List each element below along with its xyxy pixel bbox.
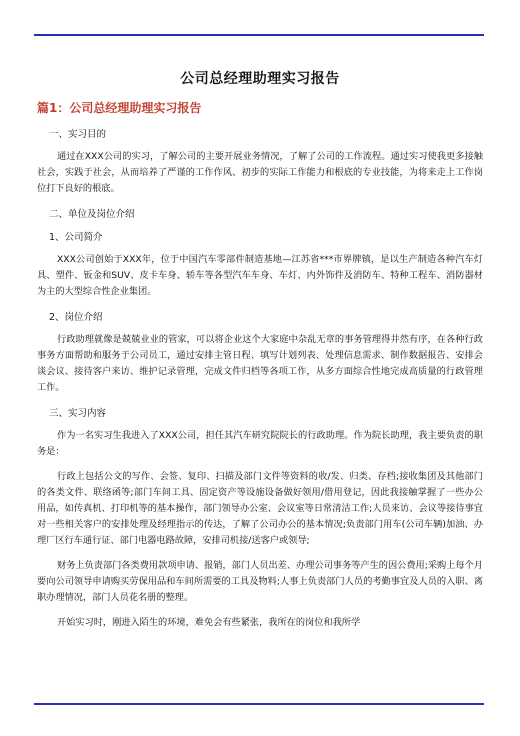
paragraph-company: XXX公司创始于XXX年，位于中国汽车零部件制造基地—江苏省***市界牌镇，是以生产制造各种汽车灯具、塑件、钣金和SUV、皮卡车身、轿车等各型汽车车身、车灯、内外饰件及消防车、特种工程车、消防器材为主的大型综合性企业集团。	[37, 254, 483, 297]
document-title: 公司总经理助理实习报告	[180, 71, 340, 87]
section-heading-content: 三、实习内容	[49, 408, 107, 419]
top-rule	[34, 34, 484, 36]
paragraph-position: 行政助理就像是兢兢业业的管家，可以将企业这个大家庭中杂乱无章的事务管理得井然有序，在各种行政事务方面帮助和服务于公司员工，通过安排主管日程、填写计划列表、处理信息需求、制作数据报告、安排会谈会议、接待客户来访、维护记录管理，完成文件归档等各项工作，从多方面综合性地完成高质量的行政管理工作。	[37, 334, 483, 393]
paragraph-purpose: 通过在XXX公司的实习，了解公司的主要开展业务情况，了解了公司的工作流程。通过实习使我更多接触社会，实践于社会，从而培养了严谨的工作作风、初步的实际工作能力和根底的专业技能，为将来走上工作岗位打下良好的根底。	[37, 151, 483, 194]
section-heading-unit: 二、单位及岗位介绍	[49, 209, 135, 220]
document-body	[37, 60, 483, 640]
article-title: 篇1：公司总经理助理实习报告	[37, 101, 202, 115]
subsection-heading-company: 1、公司简介	[49, 232, 103, 243]
subsection-heading-position: 2、岗位介绍	[49, 312, 103, 323]
bottom-rule	[34, 703, 484, 705]
paragraph-role: 作为一名实习生我进入了XXX公司，担任其汽车研究院院长的行政助理。作为院长助理，我主要负责的职务是：	[37, 430, 483, 457]
section-heading-purpose: 一、实习目的	[49, 129, 107, 140]
paragraph-finance-duties: 财务上负责部门各类费用款项申请、报销，部门人员出差、办理公司事务等产生的因公费用;采购上每个月要向公司领导申请购买劳保用品和车间所需要的工具及物料;人事上负责部门人员的考勤事宜及人员的入职、离职办理情况，部门人员花名册的整理。	[37, 560, 483, 603]
paragraph-start: 开始实习时，刚进入陌生的环境，难免会有些紧张，我所在的岗位和我所学	[57, 617, 361, 628]
paragraph-admin-duties: 行政上包括公文的写作、会签、复印、扫描及部门文件等资料的收/发、归类、存档;接收集团及其他部门的各类文件、联络函等;部门车间工具、固定资产等设施设备做好领用/借用登记，因此我接触掌握了一些办公用品，如传真机、打印机等的基本操作，部门领导办公室、会议室等日常清洁工作;人员来访、会议等接待事宜对一些相关客户的安排处理及经理指示的传达，了解了公司办公的基本情况;负责部门用车(公司车辆)加油、办理厂区行车通行证、部门电器电路故障，安排司机接/送客户或领导;	[37, 471, 483, 546]
